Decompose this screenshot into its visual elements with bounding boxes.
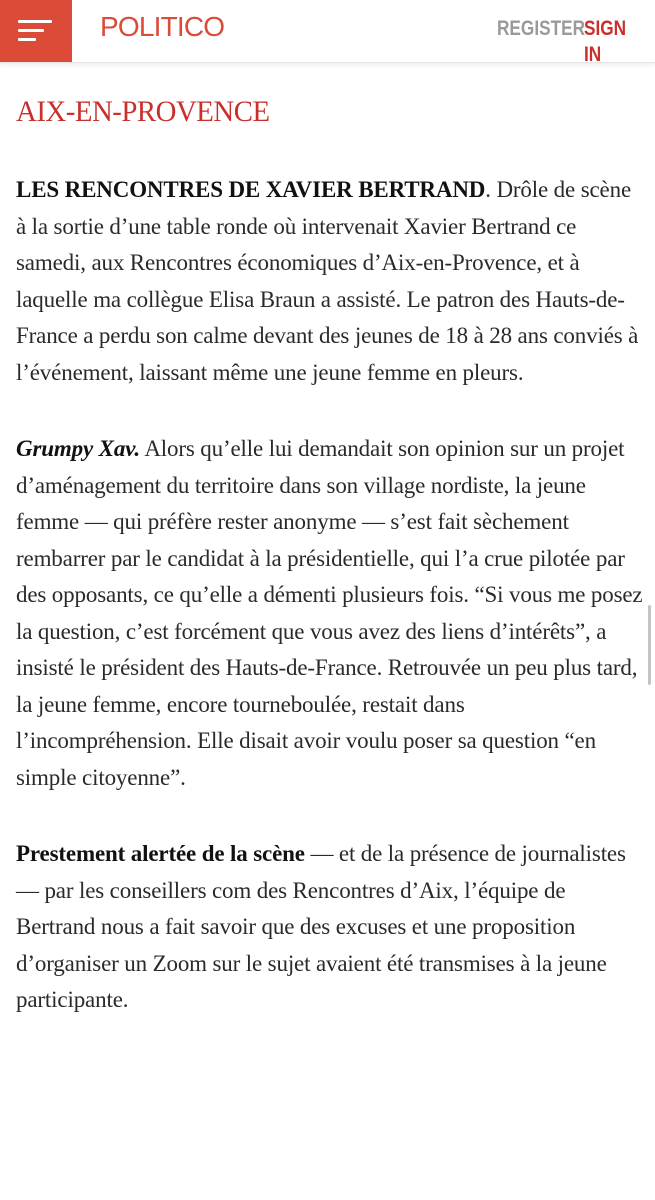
article-paragraph xyxy=(16,431,644,796)
paragraph-text: Alors qu’elle lui demandait son opinion sur un projet d’aménagement du territoire dans son village nordiste, la jeune femme — qui préfère rester anonyme — s’est fait sèchement rembarrer par le candidat à la présidentielle, qui l’a crue pilotée par des opposants, ce qu’elle a démenti plusieurs fois. “Si vous me posez la question, c’est forcément que vous avez des liens d’intérêts”, a insisté le président des Hauts-de-France. Retrouvée un peu plus tard, la jeune femme, encore tourneboulée, restait dans l’incompréhension. Elle disait avoir voulu poser sa question “en simple citoyenne”. xyxy=(16,436,643,790)
article-paragraph xyxy=(16,836,644,1019)
paragraph-lead: LES RENCONTRES DE XAVIER BERTRAND xyxy=(16,177,486,202)
sign-in-link[interactable]: SIGN IN xyxy=(584,17,627,66)
politico-logo[interactable]: POLITICO xyxy=(100,11,225,42)
article-body xyxy=(16,172,644,1059)
article-paragraph xyxy=(16,172,644,391)
article-kicker: AIX-EN-PROVENCE xyxy=(16,95,270,128)
paragraph-text: — et de la présence de journalistes— par les conseillers com des Rencontres d’Aix, l’équipe de Bertrand nous a fait savoir que des excuses et une proposition d’organiser un Zoom sur le sujet avaient été transmises à la jeune participante. xyxy=(16,841,626,1012)
paragraph-text: . Drôle de scène à la sortie d’une table ronde où intervenait Xavier Bertrand ce samedi, aux Rencontres économiques d’Aix-en-Provence, et à laquelle ma collègue Elisa Braun a assisté. Le patron des Hauts-de-France a perdu son calme devant des jeunes de 18 à 28 ans conviés à l’événement, laissant même une jeune femme en pleurs. xyxy=(16,177,639,385)
register-link[interactable]: REGISTER xyxy=(497,17,586,40)
paragraph-lead: Grumpy Xav. xyxy=(16,436,140,461)
hamburger-menu-icon xyxy=(18,20,54,42)
paragraph-lead: Prestement alertée de la scène xyxy=(16,841,305,866)
scrollbar-thumb[interactable] xyxy=(648,605,651,685)
top-navigation-bar xyxy=(0,0,655,66)
menu-button[interactable] xyxy=(0,0,72,62)
